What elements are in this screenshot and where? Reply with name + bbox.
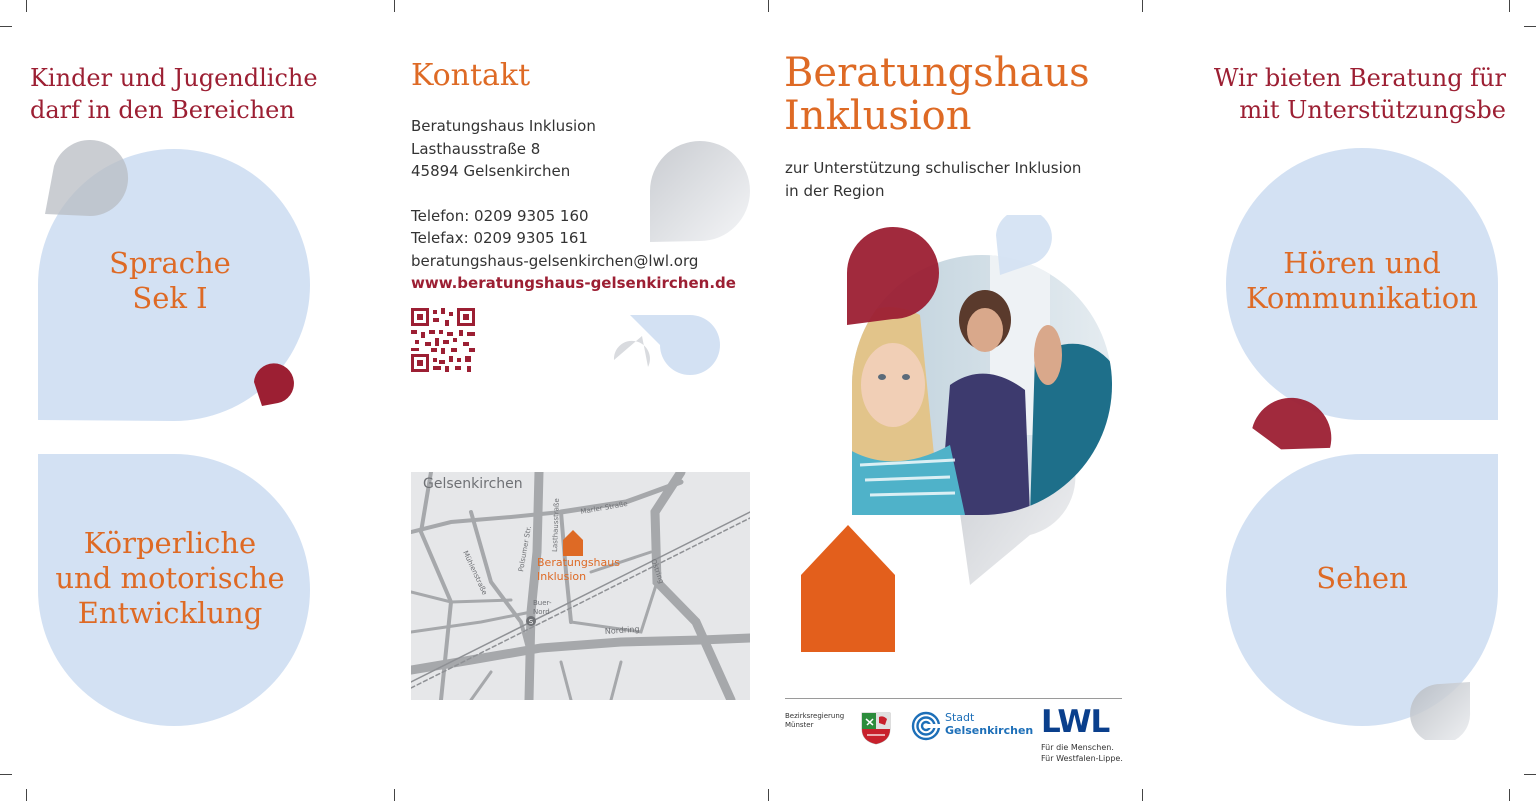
panel4-heading-line: mit Unterstützungsbe — [1239, 96, 1506, 124]
bezreg-line: Münster — [785, 721, 814, 729]
map-station-label: Buer- — [533, 599, 552, 607]
logo-divider — [785, 698, 1122, 699]
map-marker-label: Inklusion — [537, 570, 587, 583]
qr-code-icon[interactable] — [411, 308, 475, 372]
red-drop-shape — [254, 363, 294, 406]
address-name: Beratungshaus Inklusion — [411, 117, 596, 135]
cover-subtitle — [785, 157, 1081, 203]
topic-hoeren — [1232, 246, 1492, 316]
map-city-label: Gelsenkirchen — [423, 476, 523, 492]
sbahn-icon-label: S — [528, 618, 534, 626]
fax-label: Telefax: — [411, 229, 469, 247]
map-street-label: Lasthausstraße — [551, 498, 561, 553]
stadt-gelsenkirchen-logo-icon — [911, 711, 941, 741]
panel1-heading-line: Kinder und Jugendliche — [30, 64, 318, 92]
location-map[interactable] — [411, 472, 750, 700]
crop-mark — [394, 789, 395, 801]
stadt-line: Gelsenkirchen — [945, 724, 1034, 737]
topic-line: und motorische — [55, 561, 285, 595]
crop-mark — [1509, 0, 1510, 12]
topic-line: Sek I — [132, 281, 208, 315]
panel4-heading — [1160, 62, 1506, 126]
crop-mark — [768, 0, 769, 12]
phone-value[interactable]: 0209 9305 160 — [474, 206, 589, 225]
map-street-label: Marler Straße — [579, 499, 629, 516]
lwl-logo: LWL — [1041, 704, 1110, 740]
crop-mark — [26, 0, 27, 12]
panel4-drops — [1218, 140, 1508, 740]
map-street-label: Mühlenstraße — [461, 549, 489, 597]
address-city: 45894 Gelsenkirchen — [411, 162, 571, 180]
crop-mark — [1142, 789, 1143, 801]
blue-drop-shape — [996, 215, 1052, 275]
panel1-heading-line: darf in den Bereichen — [30, 96, 295, 124]
crop-mark — [1509, 789, 1510, 801]
map-street-label: Polsumer Str. — [517, 525, 533, 573]
grey-drop-shape — [614, 336, 650, 367]
panel2-drops — [610, 140, 760, 390]
topic-line: Kommunikation — [1246, 281, 1478, 315]
cover-illustration — [790, 215, 1130, 665]
crop-mark — [394, 0, 395, 12]
cover-subtitle-line: zur Unterstützung schulischer Inklusion — [785, 159, 1082, 177]
topic-line: Sehen — [1316, 561, 1408, 595]
grey-drop-shape — [650, 141, 750, 242]
panel1-heading — [30, 62, 318, 126]
map-street-label: Ostring — [649, 557, 666, 585]
topic-line: Entwicklung — [77, 596, 263, 630]
map-street-label: Nordring — [604, 624, 640, 636]
cover-title — [784, 52, 1090, 138]
stadt-line: Stadt — [945, 711, 975, 724]
cover-title-line: Beratungshaus — [784, 50, 1090, 96]
panel4-heading-line: Wir bieten Beratung für — [1213, 64, 1506, 92]
crop-mark — [1142, 0, 1143, 12]
topic-sprache — [40, 246, 300, 316]
crop-mark — [1524, 26, 1536, 27]
lwl-tagline-line: Für Westfalen-Lippe. — [1041, 754, 1123, 763]
panel1-drops — [30, 140, 330, 740]
crop-mark — [26, 789, 27, 801]
crop-mark — [0, 26, 12, 27]
cover-title-line: Inklusion — [784, 93, 972, 139]
house-icon — [801, 525, 895, 652]
phone-label: Telefon: — [411, 206, 470, 225]
map-marker-label: Beratungshaus — [537, 556, 620, 569]
topic-line: Hören und — [1283, 246, 1441, 280]
topic-sehen — [1232, 561, 1492, 596]
topic-line: Körperliche — [83, 526, 257, 560]
topic-line: Sprache — [109, 246, 231, 280]
website-link[interactable]: www.beratungshaus-gelsenkirchen.de — [411, 274, 736, 292]
lwl-tagline — [1041, 742, 1123, 764]
crop-mark — [768, 789, 769, 801]
email-link[interactable]: beratungshaus-gelsenkirchen@lwl.org — [411, 251, 699, 270]
address-street: Lasthausstraße 8 — [411, 139, 541, 158]
topic-koerperliche — [40, 526, 300, 631]
crop-mark — [0, 774, 12, 775]
fax-value: 0209 9305 161 — [473, 229, 588, 247]
lwl-tagline-line: Für die Menschen. — [1041, 743, 1114, 752]
nrw-coat-of-arms-icon — [859, 711, 893, 745]
contact-title: Kontakt — [411, 58, 531, 93]
crop-mark — [1524, 774, 1536, 775]
stadt-logo-text — [945, 711, 1033, 737]
bezreg-line: Bezirksregierung — [785, 712, 845, 720]
bezreg-logo-text — [785, 712, 844, 730]
grey-drop-shape — [45, 140, 128, 216]
map-station-label: Nord — [533, 608, 550, 616]
cover-subtitle-line: in der Region — [785, 182, 885, 200]
